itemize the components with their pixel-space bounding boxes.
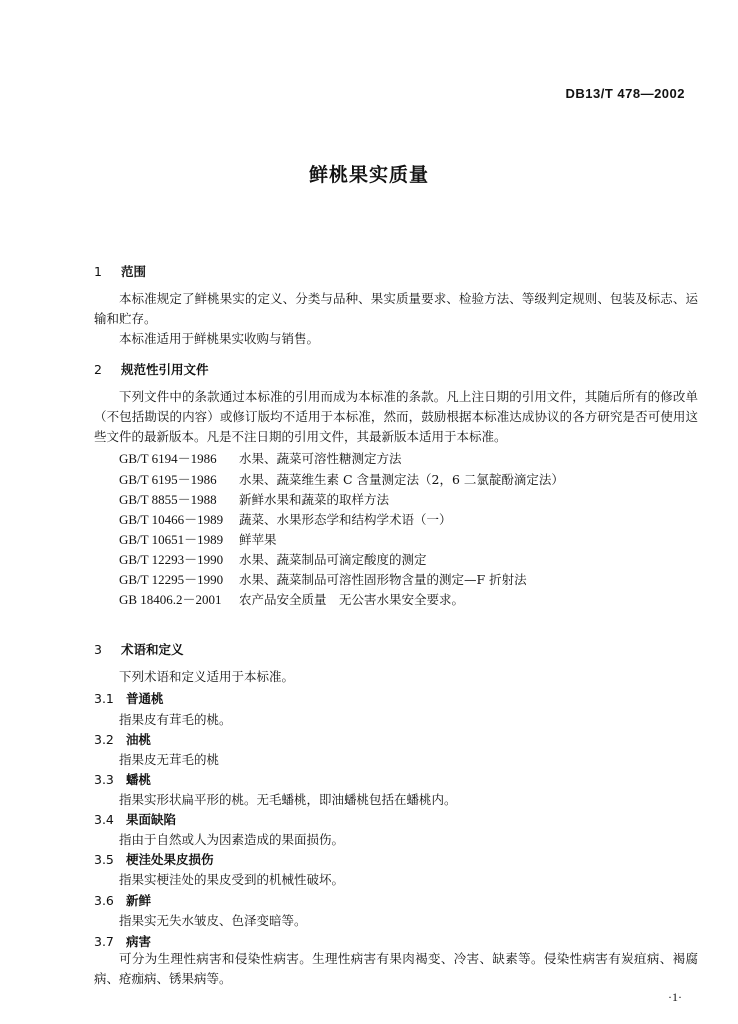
term-definition: 指果皮有茸毛的桃。 bbox=[119, 712, 232, 727]
term-heading bbox=[94, 932, 151, 950]
section-3-heading bbox=[94, 640, 184, 658]
term-heading bbox=[94, 689, 164, 707]
section-title: 范围 bbox=[121, 264, 147, 279]
term-title: 普通桃 bbox=[126, 691, 164, 706]
reference-item bbox=[119, 550, 427, 569]
reference-item bbox=[119, 510, 452, 529]
page-number: ·1· bbox=[668, 990, 682, 1004]
reference-code: GB/T 8855－1988 bbox=[119, 492, 217, 507]
reference-item bbox=[119, 530, 277, 549]
standard-code: DB13/T 478—2002 bbox=[565, 86, 685, 101]
term-number: 3.3 bbox=[94, 772, 114, 787]
section-1-heading bbox=[94, 262, 146, 280]
term-number: 3.7 bbox=[94, 934, 114, 949]
term-title: 新鲜 bbox=[126, 893, 152, 908]
term-number: 3.4 bbox=[94, 812, 114, 827]
section-1-paragraph-2: 本标准适用于鲜桃果实收购与销售。 bbox=[119, 331, 320, 346]
term-title: 蟠桃 bbox=[126, 772, 152, 787]
term-number: 3.5 bbox=[94, 852, 114, 867]
term-title: 病害 bbox=[126, 934, 152, 949]
reference-name: 水果、蔬菜可溶性糖测定方法 bbox=[239, 451, 402, 466]
reference-item bbox=[119, 590, 464, 609]
reference-item bbox=[119, 470, 564, 489]
term-title: 油桃 bbox=[126, 732, 152, 747]
section-number: 2 bbox=[94, 362, 102, 377]
document-title: 鲜桃果实质量 bbox=[308, 164, 429, 186]
term-heading bbox=[94, 810, 176, 828]
reference-code: GB 18406.2－2001 bbox=[119, 592, 222, 607]
section-1-paragraph-1: 本标准规定了鲜桃果实的定义、分类与品种、果实质量要求、检验方法、等级判定规则、包装及标志、运输和贮存。 bbox=[94, 291, 698, 326]
reference-name: 农产品安全质量 无公害水果安全要求。 bbox=[239, 592, 465, 607]
term-heading bbox=[94, 770, 151, 788]
reference-name: 水果、蔬菜维生素 C 含量测定法（2，6 二氯靛酚滴定法） bbox=[239, 472, 564, 487]
reference-item bbox=[119, 490, 389, 509]
reference-name: 蔬菜、水果形态学和结构学术语（一） bbox=[239, 512, 452, 527]
reference-name: 新鲜水果和蔬菜的取样方法 bbox=[239, 492, 390, 507]
section-2-paragraph: 下列文件中的条款通过本标准的引用而成为本标准的条款。凡上注日期的引用文件，其随后所有的修改单（不包括勘误的内容）或修订版均不适用于本标准，然而，鼓励根据本标准达成协议的各方研究是否可使用这些文件的最新版本。凡是不注日期的引用文件，其最新版本适用于本标准。 bbox=[94, 389, 698, 444]
term-number: 3.6 bbox=[94, 893, 114, 908]
reference-code: GB/T 6195－1986 bbox=[119, 472, 217, 487]
reference-code: GB/T 6194－1986 bbox=[119, 451, 217, 466]
term-heading bbox=[94, 850, 214, 868]
section-title: 规范性引用文件 bbox=[121, 362, 209, 377]
term-definition: 指果皮无茸毛的桃 bbox=[119, 752, 220, 767]
section-title: 术语和定义 bbox=[121, 642, 184, 657]
term-heading bbox=[94, 891, 151, 909]
term-definition: 可分为生理性病害和侵染性病害。生理性病害有果肉褐变、冷害、缺素等。侵染性病害有炭疽病、褐腐病、疮痂病、锈果病等。 bbox=[94, 951, 698, 986]
section-number: 3 bbox=[94, 642, 102, 657]
term-title: 梗洼处果皮损伤 bbox=[126, 852, 214, 867]
section-2-heading bbox=[94, 360, 209, 378]
reference-code: GB/T 10651－1989 bbox=[119, 532, 224, 547]
reference-code: GB/T 12293－1990 bbox=[119, 552, 224, 567]
term-definition: 指果实无失水皱皮、色泽变暗等。 bbox=[119, 913, 307, 928]
reference-item bbox=[119, 570, 527, 589]
reference-item bbox=[119, 449, 402, 468]
term-title: 果面缺陷 bbox=[126, 812, 177, 827]
reference-name: 鲜苹果 bbox=[239, 532, 277, 547]
reference-code: GB/T 12295－1990 bbox=[119, 572, 224, 587]
term-number: 3.2 bbox=[94, 732, 114, 747]
term-number: 3.1 bbox=[94, 691, 114, 706]
section-3-intro: 下列术语和定义适用于本标准。 bbox=[119, 669, 295, 684]
section-number: 1 bbox=[94, 264, 102, 279]
reference-name: 水果、蔬菜制品可溶性固形物含量的测定—F 折射法 bbox=[239, 572, 527, 587]
term-definition: 指果实形状扁平形的桃。无毛蟠桃，即油蟠桃包括在蟠桃内。 bbox=[119, 792, 457, 807]
reference-name: 水果、蔬菜制品可滴定酸度的测定 bbox=[239, 552, 427, 567]
term-definition: 指果实梗洼处的果皮受到的机械性破坏。 bbox=[119, 872, 345, 887]
term-definition: 指由于自然或人为因素造成的果面损伤。 bbox=[119, 832, 345, 847]
term-heading bbox=[94, 730, 151, 748]
reference-code: GB/T 10466－1989 bbox=[119, 512, 224, 527]
